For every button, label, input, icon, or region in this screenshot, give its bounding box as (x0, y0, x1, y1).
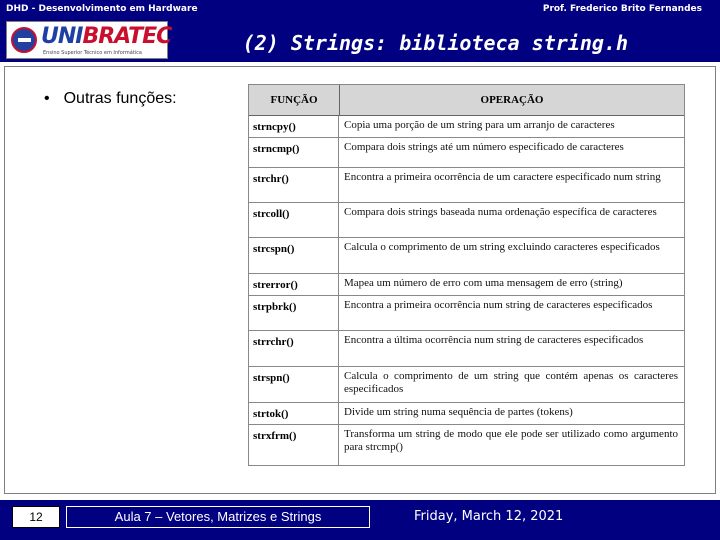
table-row (249, 116, 684, 138)
logo-tagline: Ensino Superior Técnico em Informática (43, 50, 142, 56)
function-cell: strtok() (249, 403, 339, 424)
operation-cell: Encontra a primeira ocorrência de um caractere especificado num string (344, 171, 661, 183)
lesson-title: Aula 7 – Vetores, Matrizes e Strings (66, 506, 370, 528)
operation-cell: Compara dois strings até um número especificado de caracteres (344, 141, 624, 153)
header-function: FUNÇÃO (249, 85, 340, 115)
function-cell: strrchr() (249, 331, 339, 366)
function-cell: strerror() (249, 274, 339, 295)
page-number: 12 (12, 506, 60, 528)
bullet-icon: • (44, 90, 50, 107)
operation-cell: Calcula o comprimento de um string que contém apenas os caracteres especificados (344, 370, 678, 395)
bullet-text: Outras funções: (63, 90, 177, 107)
operation-cell: Mapea um número de erro com uma mensagem de erro (string) (344, 277, 623, 289)
operation-cell: Transforma um string de modo que ele pode ser utilizado como argumento para strcmp() (344, 428, 678, 453)
function-cell: strspn() (249, 367, 339, 402)
slide-date: Friday, March 12, 2021 (414, 509, 564, 524)
logo-brand: UNIBRATEC (41, 24, 172, 49)
table-row (249, 331, 684, 367)
table-row (249, 168, 684, 203)
unibratec-logo (6, 21, 172, 59)
course-name: DHD - Desenvolvimento em Hardware (6, 4, 198, 14)
logo-emblem-icon (11, 27, 37, 53)
function-cell: strcspn() (249, 238, 339, 273)
table-row (249, 296, 684, 331)
table-row (249, 403, 684, 425)
professor-name: Prof. Frederico Brito Fernandes (542, 4, 702, 14)
table-row (249, 138, 684, 168)
operation-cell: Compara dois strings baseada numa ordenação específica de caracteres (344, 206, 657, 218)
table-row (249, 425, 684, 465)
function-cell: strncpy() (249, 116, 339, 137)
table-row (249, 367, 684, 403)
table-row (249, 238, 684, 274)
slide-title: (2) Strings: biblioteca string.h (242, 31, 628, 55)
operation-cell: Encontra a primeira ocorrência num string de caracteres especificados (344, 299, 653, 311)
operation-cell: Encontra a última ocorrência num string de caracteres especificados (344, 334, 644, 346)
functions-table (248, 84, 685, 466)
function-cell: strpbrk() (249, 296, 339, 330)
operation-cell: Divide um string numa sequência de partes (tokens) (344, 406, 573, 418)
bullet-item (44, 90, 177, 108)
top-bar (0, 0, 720, 20)
table-header (249, 85, 684, 116)
table-row (249, 274, 684, 296)
table-row (249, 203, 684, 238)
operation-cell: Calcula o comprimento de um string excluindo caracteres especificados (344, 241, 660, 253)
operation-cell: Copia uma porção de um string para um arranjo de caracteres (344, 119, 615, 131)
header-operation: OPERAÇÃO (480, 94, 544, 106)
function-cell: strxfrm() (249, 425, 339, 465)
function-cell: strncmp() (249, 138, 339, 167)
function-cell: strcoll() (249, 203, 339, 237)
function-cell: strchr() (249, 168, 339, 202)
